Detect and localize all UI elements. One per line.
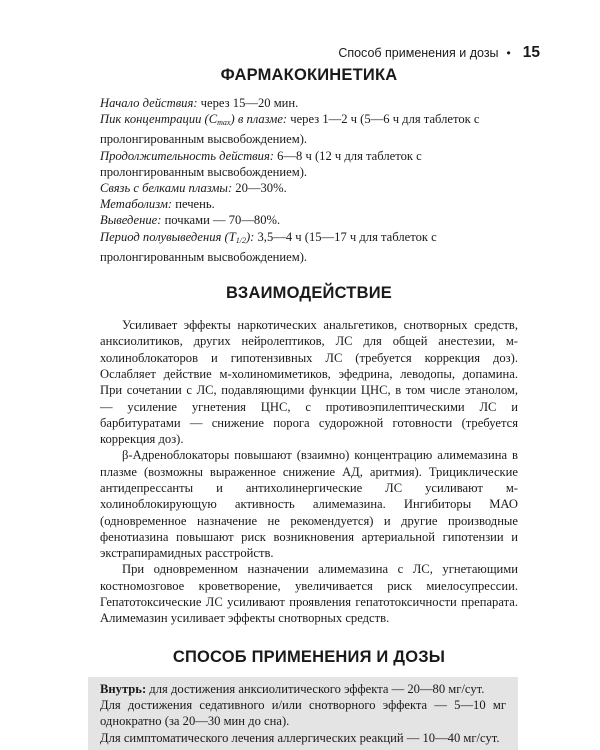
heading-dosage: СПОСОБ ПРИМЕНЕНИЯ И ДОЗЫ xyxy=(172,647,446,666)
pk-excretion: Выведение: почками — 70—80%. xyxy=(100,213,281,228)
pk-half-life: Период полувыведения $(T_{1/2})$: 3,5—4 ч (15—17 ч для таблеток с пролонгированным высвобождением). xyxy=(100,229,437,264)
heading-pharmacokinetics: ФАРМАКОКИНЕТИКА xyxy=(220,66,398,84)
interaction-paragraph-1: Усиливает эффекты наркотических анальгетиков, снотворных средств, анксиолитиков, других нейролептиков, ЛС для общей анестезии, м-холиноблокаторов и гипотензивных ЛС (требуется коррекция доз). Ослабляет действие м-холиномиметиков, эфедрина, леводопы, допамина. При сочетании с ЛС, подавляющими функции ЦНС, в том числе этанолом, — усиление угнетения ЦНС, с противоэпилептическими ЛС и барбитуратами — снижение порога судорожной готовности (требуется коррекция доз). xyxy=(100,318,518,447)
interaction-paragraph-2: β-Адреноблокаторы повышают (взаимно) концентрацию алимемазина в плазме (возможны выраженное снижение АД, аритмия). Трициклические антидепрессанты и антихолинергические ЛС усиливают м-холиноблокирующую активность алимемазина. Ингибиторы МАО (одновременное назначение не рекомендуется) и другие производные фенотиазина повышают риск возникновения артериальной гипотензии и экстрапирамидных расстройств. xyxy=(100,448,518,561)
running-head-bullet: • xyxy=(506,46,511,60)
pk-duration: Продолжительность действия: 6—8 ч (12 ч для таблеток с пролонгированным высвобождением). xyxy=(100,148,422,179)
dosage-box xyxy=(88,677,518,750)
pk-onset: Начало действия: через 15—20 мин. xyxy=(100,96,299,110)
dosage-line-3: Для симптоматического лечения аллергических реакций — 10—40 мг/сут. xyxy=(100,730,500,745)
pk-peak: Пик концентрации $(C_{max})$ в плазме: через 1—2 ч (5—6 ч для таблеток с пролонгированным высвобождением). xyxy=(100,112,480,147)
page-number: 15 xyxy=(522,44,540,61)
pk-metabolism: Метаболизм: печень. xyxy=(100,197,215,212)
running-head-title: Способ применения и дозы xyxy=(338,46,499,60)
running-head xyxy=(338,44,540,62)
dosage-line-2: Для достижения седативного и/или снотворного эффекта — 5—10 мг однократно (за 20—30 мин до сна). xyxy=(100,697,506,729)
page-content xyxy=(100,66,518,750)
pharmacokinetics-list xyxy=(100,95,518,265)
heading-interaction: ВЗАИМОДЕЙСТВИЕ xyxy=(226,284,392,303)
oral-label: Внутрь: xyxy=(100,681,147,696)
interaction-text xyxy=(100,317,518,627)
dosage-line-1: Внутрь: для достижения анксиолитического эффекта — 20—80 мг/сут. xyxy=(100,681,485,696)
pk-protein-binding: Связь с белками плазмы: 20—30%. xyxy=(100,181,287,196)
interaction-paragraph-3: При одновременном назначении алимемазина с ЛС, угнетающими костномозговое кроветворение, увеличивается риск миелосупрессии. Гепатотоксические ЛС усиливают проявления гепатотоксичности препарата. Алимемазин усиливает эффекты снотворных средств. xyxy=(100,562,518,626)
